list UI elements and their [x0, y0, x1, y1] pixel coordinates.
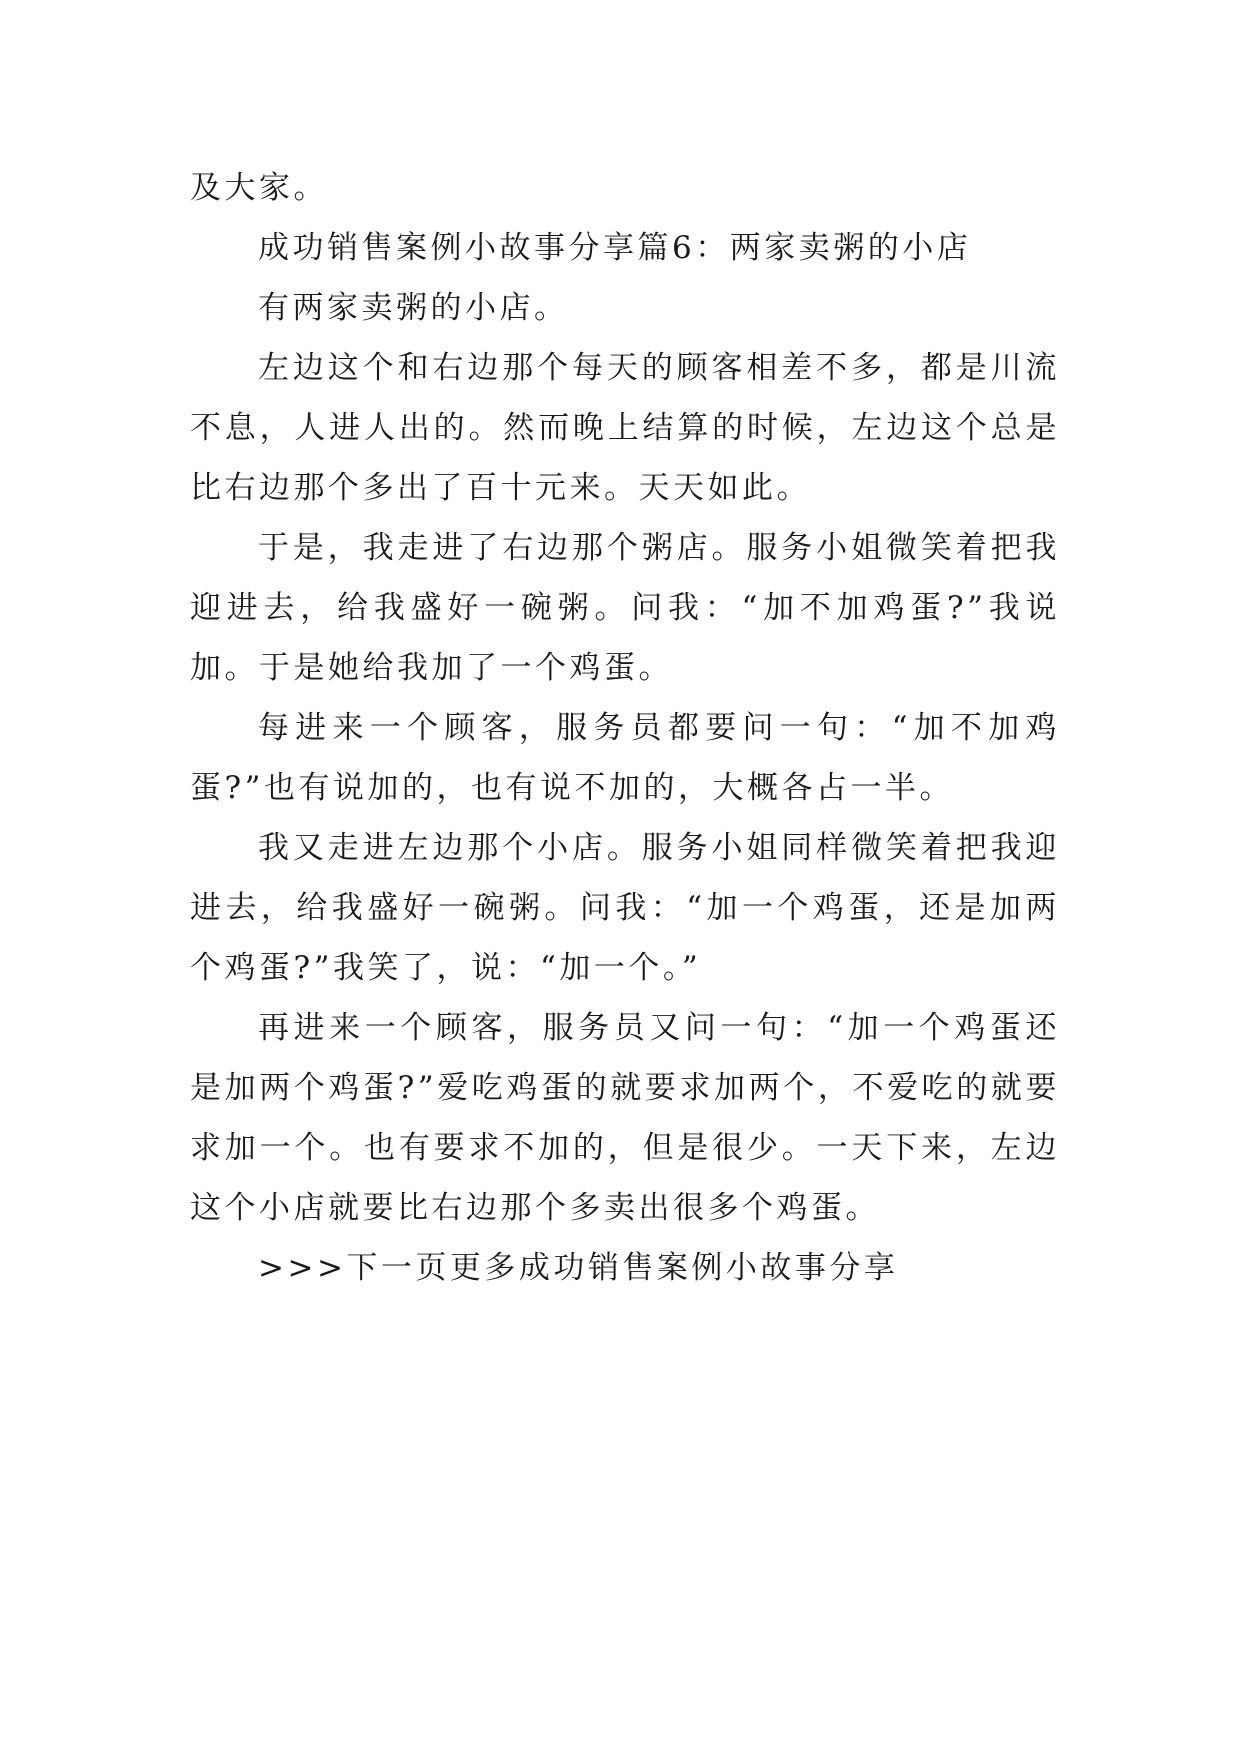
paragraph-continuation: 及大家。 [190, 170, 328, 206]
article-body [190, 158, 1060, 1298]
paragraph: 左边这个和右边那个每天的顾客相差不多，都是川流不息，人进人出的。然而晚上结算的时候，左边这个总是比右边那个多出了百十元来。天天如此。 [190, 350, 1060, 506]
paragraph: 我又走进左边那个小店。服务小姐同样微笑着把我迎进去，给我盛好一碗粥。问我：“加一个鸡蛋，还是加两个鸡蛋?”我笑了，说：“加一个。” [190, 830, 1060, 986]
paragraph: 每进来一个顾客，服务员都要问一句：“加不加鸡蛋?”也有说加的，也有说不加的，大概各占一半。 [190, 710, 1060, 806]
next-page-link[interactable]: >>>下一页更多成功销售案例小故事分享 [258, 1250, 899, 1286]
paragraph: 再进来一个顾客，服务员又问一句：“加一个鸡蛋还是加两个鸡蛋?”爱吃鸡蛋的就要求加两个，不爱吃的就要求加一个。也有要求不加的，但是很少。一天下来，左边这个小店就要比右边那个多卖出很多个鸡蛋。 [190, 1010, 1060, 1226]
paragraph: 于是，我走进了右边那个粥店。服务小姐微笑着把我迎进去，给我盛好一碗粥。问我：“加不加鸡蛋?”我说加。于是她给我加了一个鸡蛋。 [190, 530, 1060, 686]
section-heading: 成功销售案例小故事分享篇6：两家卖粥的小店 [258, 230, 972, 266]
paragraph: 有两家卖粥的小店。 [258, 290, 569, 326]
